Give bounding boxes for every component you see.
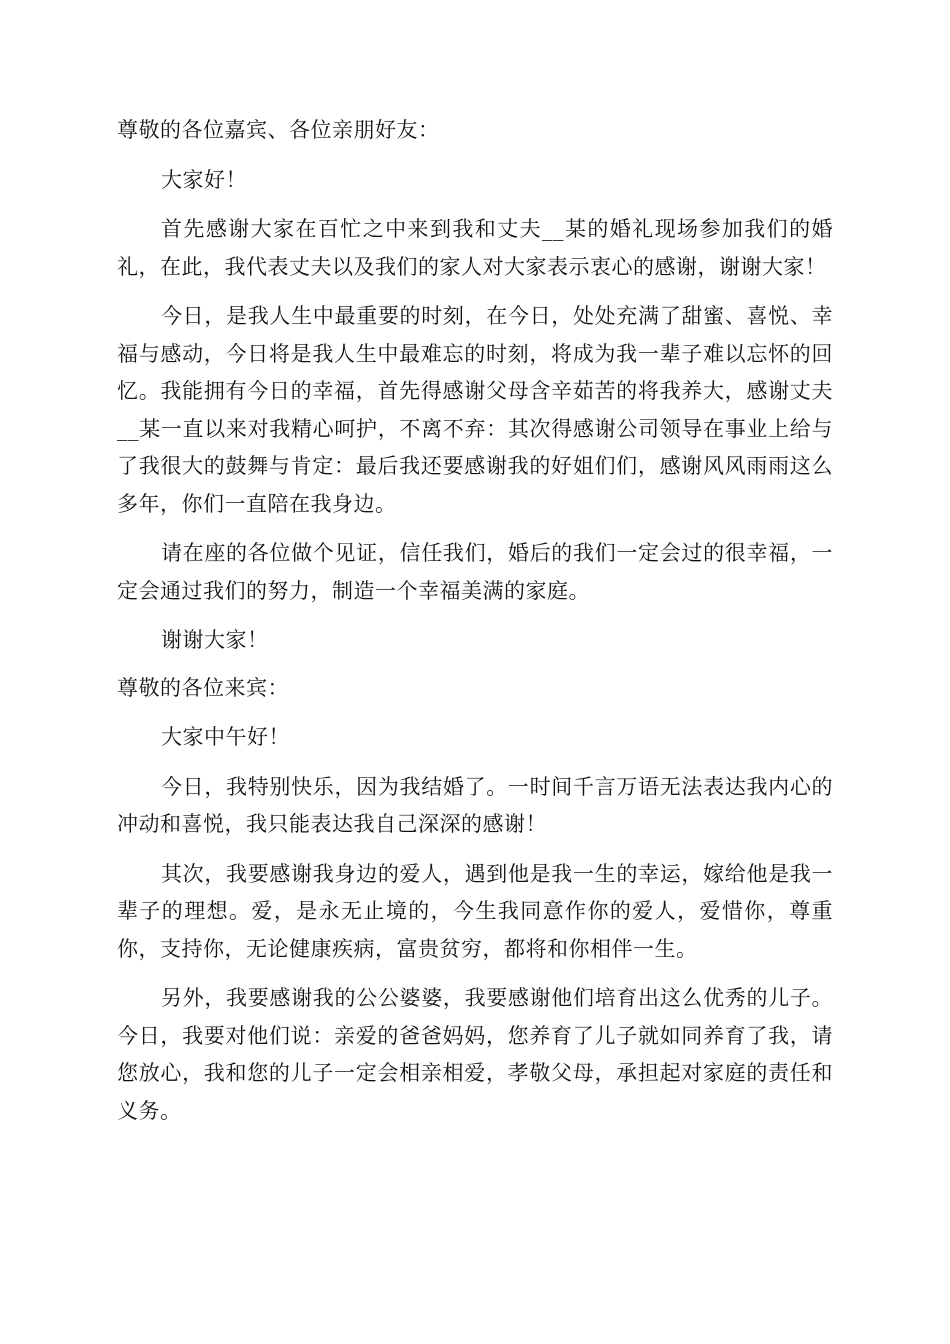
speech1-closing: 谢谢大家！ (161, 628, 269, 652)
speech1-paragraph-1: 首先感谢大家在百忙之中来到我和丈夫__某的婚礼现场参加我们的婚礼，在此，我代表丈夫以及我们的家人对大家表示衷心的感谢，谢谢大家！ (117, 217, 833, 279)
speech2-greeting: 大家中午好！ (161, 725, 290, 749)
speech1-salutation: 尊敬的各位嘉宾、各位亲朋好友： (117, 118, 440, 142)
speech2-paragraph-2: 其次，我要感谢我身边的爱人，遇到他是我一生的幸运，嫁给他是我一辈子的理想。爱，是永无止境的，今生我同意作你的爱人，爱惜你，尊重你，支持你，无论健康疾病，富贵贫穷，都将和你相伴一生。 (117, 861, 833, 961)
speech1-paragraph-2: 今日，是我人生中最重要的时刻，在今日，处处充满了甜蜜、喜悦、幸福与感动，今日将是我人生中最难忘的时刻，将成为我一辈子难以忘怀的回忆。我能拥有今日的幸福，首先得感谢父母含辛茹苦的将我养大，感谢丈夫__某一直以来对我精心呵护，不离不弃：其次得感谢公司领导在事业上给与了我很大的鼓舞与肯定：最后我还要感谢我的好姐们们，感谢风风雨雨这么多年，你们一直陪在我身边。 (117, 304, 833, 516)
speech2-paragraph-1: 今日，我特别快乐，因为我结婚了。一时间千言万语无法表达我内心的冲动和喜悦，我只能表达我自己深深的感谢！ (117, 774, 833, 836)
speech1-greeting: 大家好！ (161, 167, 247, 192)
document-page (117, 112, 833, 1130)
speech1-paragraph-3: 请在座的各位做个见证，信任我们，婚后的我们一定会过的很幸福，一定会通过我们的努力，制造一个幸福美满的家庭。 (117, 541, 833, 603)
speech2-paragraph-3: 另外，我要感谢我的公公婆婆，我要感谢他们培育出这么优秀的儿子。今日，我要对他们说：亲爱的爸爸妈妈，您养育了儿子就如同养育了我，请您放心，我和您的儿子一定会相亲相爱，孝敬父母，承担起对家庭的责任和义务。 (117, 986, 833, 1123)
speech2-salutation: 尊敬的各位来宾： (117, 675, 289, 700)
